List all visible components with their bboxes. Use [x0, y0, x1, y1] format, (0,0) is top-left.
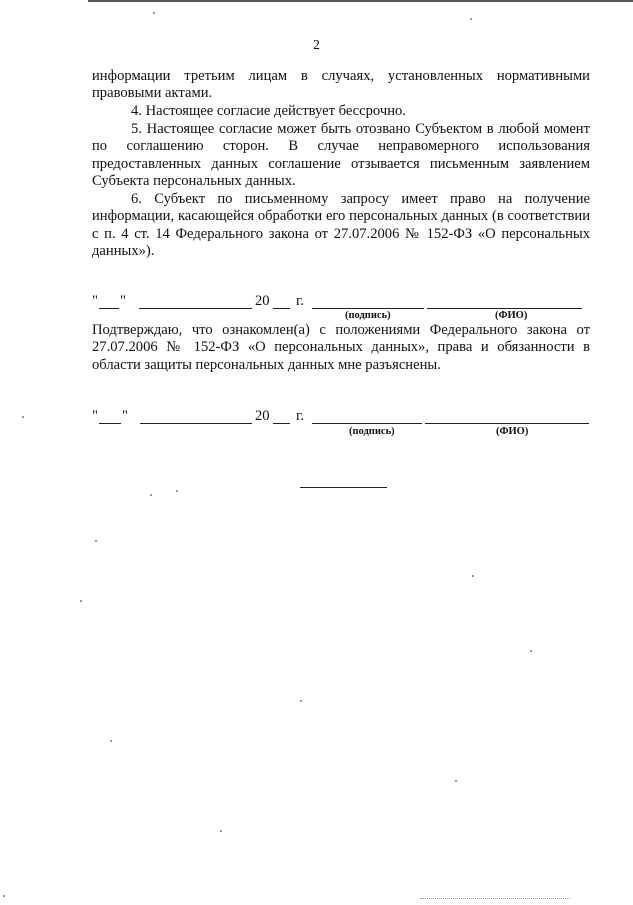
- signature-caption: (подпись): [345, 310, 391, 321]
- day-blank[interactable]: [99, 423, 121, 424]
- name-caption: (ФИО): [496, 426, 529, 437]
- paragraph-4: 4. Настоящее согласие действует бессрочно.: [131, 103, 406, 119]
- scan-speck: [176, 490, 178, 492]
- date-close-quote: ": [120, 293, 126, 309]
- name-line[interactable]: [427, 308, 582, 309]
- scan-speck: [220, 830, 222, 832]
- month-blank[interactable]: [139, 308, 252, 309]
- signature-line[interactable]: [312, 308, 424, 309]
- scan-speck: [80, 600, 82, 602]
- scan-speck: [470, 18, 472, 20]
- year-blank[interactable]: [273, 308, 290, 309]
- scan-speck: [110, 740, 112, 742]
- scan-speck: [455, 780, 457, 782]
- year-suffix: г.: [296, 408, 304, 424]
- year-suffix: г.: [296, 293, 304, 309]
- scan-speck: [300, 700, 302, 702]
- date-close-quote: ": [122, 408, 128, 424]
- day-blank[interactable]: [99, 308, 119, 309]
- signature-block-2: [92, 408, 592, 442]
- signature-line[interactable]: [312, 423, 422, 424]
- date-open-quote: ": [92, 408, 98, 424]
- year-prefix: 20: [255, 293, 270, 309]
- paragraph-continuation: информации третьим лицам в случаях, установленных нормативными правовыми актами.: [92, 68, 590, 102]
- date-open-quote: ": [92, 293, 98, 309]
- confirmation-paragraph: Подтверждаю, что ознакомлен(а) с положениями Федерального закона от 27.07.2006 № 152-ФЗ «О персональных данных», права и обязанности в области защиты персональных данных мне разъяснены.: [92, 322, 590, 373]
- paragraph-5: 5. Настоящее согласие может быть отозвано Субъектом в любой момент по соглашению сторон. В случае неправомерного использования предоставленных данных соглашение отзывается письменным заявлением Субъекта персональных данных.: [92, 121, 590, 190]
- name-caption: (ФИО): [495, 310, 528, 321]
- scan-edge-mark: [420, 898, 570, 899]
- scan-speck: [22, 416, 24, 418]
- scan-speck: [530, 650, 532, 652]
- year-prefix: 20: [255, 408, 270, 424]
- scan-speck: [472, 575, 474, 577]
- month-blank[interactable]: [140, 423, 252, 424]
- paragraph-6: 6. Субъект по письменному запросу имеет право на получение информации, касающейся обработки его персональных данных (в соответствии с п. 4 ст. 14 Федерального закона от 27.07.2006 № 152-ФЗ «О персональных данных»).: [92, 191, 590, 260]
- scan-speck: [95, 540, 97, 542]
- top-edge-rule: [88, 0, 633, 2]
- scan-speck: [3, 895, 5, 897]
- year-blank[interactable]: [273, 423, 290, 424]
- signature-caption: (подпись): [349, 426, 395, 437]
- scan-speck: [153, 12, 155, 14]
- scan-speck: [150, 494, 152, 496]
- end-of-text-rule: [300, 487, 387, 488]
- page-number: 2: [313, 37, 320, 52]
- name-line[interactable]: [425, 423, 589, 424]
